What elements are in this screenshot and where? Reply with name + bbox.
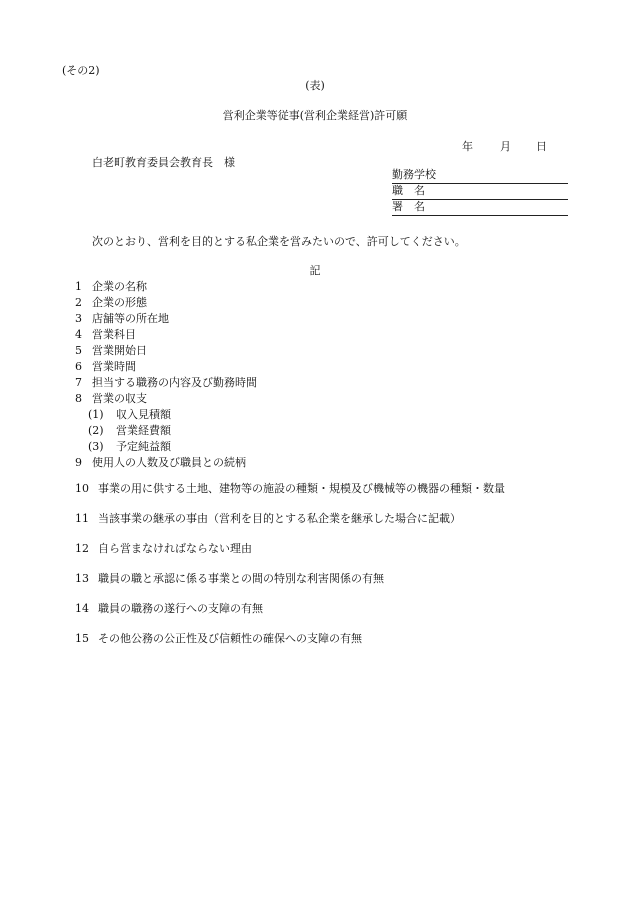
item-text: 使用人の人数及び職員との続柄 — [92, 456, 246, 469]
item-number: 4 — [75, 328, 82, 341]
item-number: 12 — [75, 542, 89, 555]
item-number: 7 — [75, 376, 82, 389]
item-text: 店舗等の所在地 — [92, 312, 169, 325]
request-text: 次のとおり、営利を目的とする私企業を営みたいので、許可してください。 — [92, 235, 466, 248]
item-number: 13 — [75, 572, 89, 585]
item-text: 企業の形態 — [92, 296, 147, 309]
item-text: その他公務の公正性及び信頼性の確保への支障の有無 — [98, 632, 362, 645]
item-number: 3 — [75, 312, 82, 325]
sub-item-text: 予定純益額 — [116, 440, 171, 453]
date-month: 月 — [500, 140, 511, 153]
item-number: 10 — [75, 482, 89, 495]
title-label: 職 名 — [392, 184, 425, 197]
item-number: 15 — [75, 632, 89, 645]
item-text: 事業の用に供する土地、建物等の施設の種類・規模及び機械等の機器の種類・数量 — [98, 482, 505, 495]
school-row — [392, 169, 568, 184]
date-day: 日 — [536, 140, 547, 153]
item-text: 営業科目 — [92, 328, 136, 341]
name-row — [392, 201, 568, 216]
addressee: 白老町教育委員会教育長 様 — [92, 156, 235, 169]
title-row — [392, 185, 568, 200]
date-year: 年 — [462, 140, 473, 153]
item-text: 営業の収支 — [92, 392, 147, 405]
table-label: (表) — [305, 79, 325, 92]
item-number: 14 — [75, 602, 89, 615]
sub-item-text: 収入見積額 — [116, 408, 171, 421]
item-text: 営業開始日 — [92, 344, 147, 357]
item-text: 担当する職務の内容及び勤務時間 — [92, 376, 257, 389]
item-text: 営業時間 — [92, 360, 136, 373]
item-number: 5 — [75, 344, 82, 357]
sub-item-text: 営業経費額 — [116, 424, 171, 437]
ki-heading: 記 — [309, 264, 321, 277]
item-number: 11 — [75, 512, 89, 525]
item-number: 6 — [75, 360, 82, 373]
part-label: (その2) — [62, 64, 100, 77]
item-number: 8 — [75, 392, 82, 405]
item-number: 9 — [75, 456, 82, 469]
name-label: 署 名 — [392, 200, 425, 213]
item-text: 職員の職務の遂行への支障の有無 — [98, 602, 263, 615]
sub-item-number: (1) — [88, 408, 104, 421]
item-text: 職員の職と承認に係る事業との間の特別な利害関係の有無 — [98, 572, 384, 585]
sub-item-number: (3) — [88, 440, 104, 453]
item-text: 当該事業の継承の事由（営利を目的とする私企業を継承した場合に記載） — [98, 512, 461, 525]
school-label: 勤務学校 — [392, 168, 436, 181]
item-text: 自ら営まなければならない理由 — [98, 542, 252, 555]
item-number: 1 — [75, 280, 82, 293]
item-text: 企業の名称 — [92, 280, 147, 293]
item-number: 2 — [75, 296, 82, 309]
sub-item-number: (2) — [88, 424, 104, 437]
document-title: 営利企業等従事(営利企業経営)許可願 — [222, 109, 408, 122]
